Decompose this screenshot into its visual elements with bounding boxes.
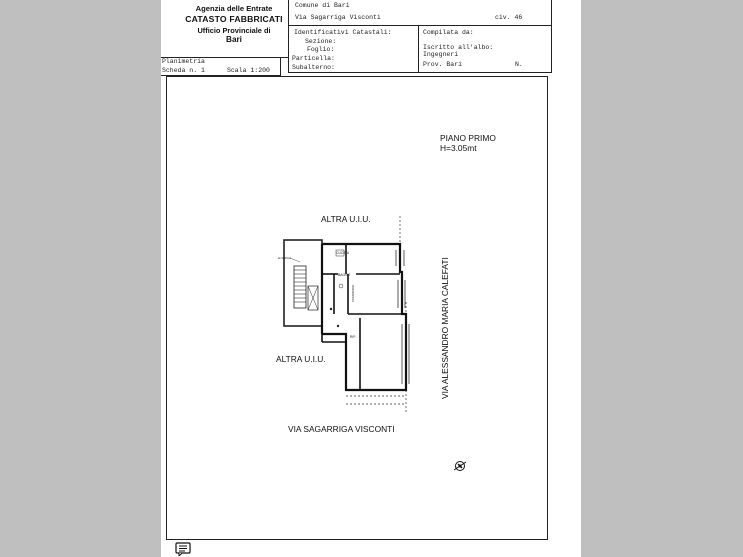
corridor-label: CORRIDOIO (351, 284, 355, 302)
point-marker (330, 308, 332, 310)
header-border-right (551, 0, 552, 73)
office-name: Ufficio Provinciale di (197, 26, 271, 35)
comune: Comune di Bari (295, 2, 350, 9)
adjacent-unit-left-label: ALTRA U.I.U. (276, 354, 326, 364)
floor-height-label: H=3.05mt (440, 143, 477, 153)
identificativi-label: Identificativi Catastali: (294, 29, 392, 36)
note-leader (290, 258, 300, 262)
header-rule (288, 72, 552, 73)
street-address: Via Sagarriga Visconti (295, 14, 381, 21)
particella-label: Particella: (292, 55, 335, 62)
registration-number-label: N. (515, 61, 523, 68)
foglio-label: Foglio: (307, 46, 335, 53)
storage-label: RIP. (350, 335, 356, 339)
stairwell-wall (284, 240, 322, 326)
stair-treads (294, 270, 306, 302)
interior-walls (322, 244, 402, 390)
agency-name: Agenzia delle Entrate (195, 4, 273, 13)
subalterno-label: Subalterno: (292, 64, 335, 71)
notes-icon[interactable] (175, 542, 191, 556)
planimetria-label: Planimetria (162, 58, 205, 65)
header-divider (280, 57, 281, 75)
compilata-label: Compilata da: (423, 29, 474, 36)
civic-number: civ. 46 (495, 14, 523, 21)
unit-walls (322, 244, 406, 390)
cadastral-document-page (161, 0, 581, 557)
stair-height-note: H=3.05mt (278, 256, 292, 260)
street-label-right: VIA ALESSANDRO MARIA CALEFATI (440, 257, 450, 399)
bathroom-label: BAGNO (338, 273, 351, 277)
street-label-bottom: VIA SAGARRIGA VISCONTI (288, 424, 395, 434)
catasto-title: CATASTO FABBRICATI (185, 14, 283, 24)
ingegneri-label: Ingegneri (423, 51, 459, 58)
header-divider (288, 0, 289, 73)
adjacent-unit-top-label: ALTRA U.I.U. (321, 214, 371, 224)
province-label: Prov. Bari (423, 61, 463, 68)
floor-label: PIANO PRIMO (440, 133, 496, 143)
header-rule (288, 25, 552, 26)
kitchen-label: CUCINA (336, 251, 349, 255)
compass-icon (452, 458, 468, 474)
floor-plan-drawing (276, 214, 416, 414)
scheda-label: Scheda n. 1 (162, 67, 205, 74)
office-city: Bari (226, 35, 242, 44)
point-marker (337, 325, 339, 327)
header-divider (418, 26, 419, 73)
iscritto-label: Iscritto all'albo: (423, 44, 494, 51)
scale-label: Scala 1:200 (227, 67, 270, 74)
sezione-label: Sezione: (305, 38, 337, 45)
sink-fixture (339, 284, 343, 288)
